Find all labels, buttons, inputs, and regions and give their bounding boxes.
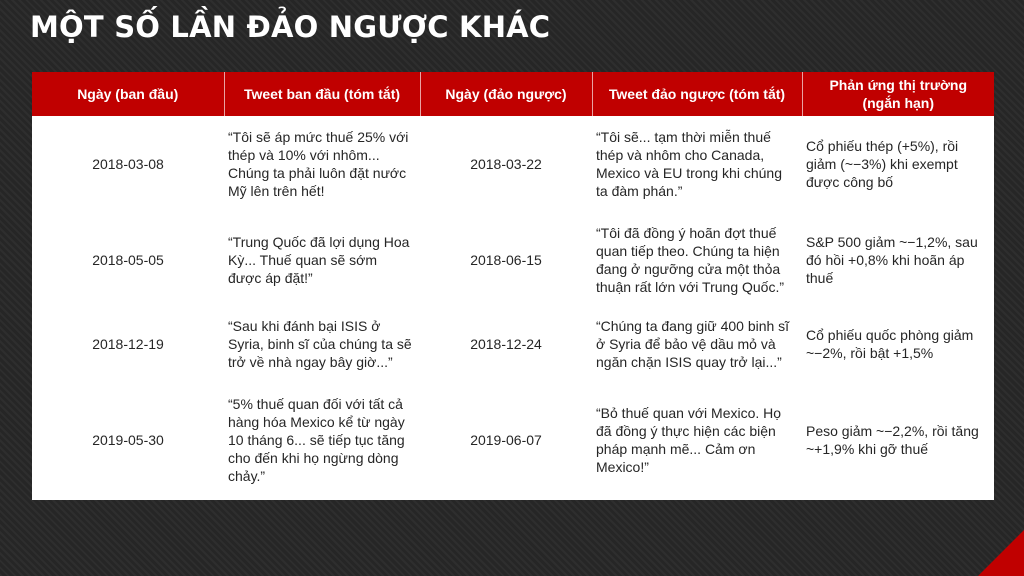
- cell-tweet-reversal: “Tôi sẽ... tạm thời miễn thuế thép và nhôm cho Canada, Mexico và EU trong khi chúng ta đàm phán.”: [596, 129, 782, 199]
- cell-tweet-original: “Trung Quốc đã lợi dụng Hoa Kỳ... Thuế quan sẽ sớm được áp đặt!”: [228, 234, 410, 286]
- cell-market-reaction: S&P 500 giảm ~−1,2%, sau đó hồi +0,8% khi hoãn áp thuế: [806, 234, 978, 286]
- cell-tweet-reversal: “Chúng ta đang giữ 400 binh sĩ ở Syria để bảo vệ dầu mỏ và ngăn chặn ISIS quay trở lại...”: [596, 318, 790, 370]
- cell-date-original: 2018-12-19: [92, 336, 164, 352]
- cell-market-reaction: Cổ phiếu quốc phòng giảm ~−2%, rồi bật +1,5%: [806, 327, 974, 361]
- cell-date-original: 2019-05-30: [92, 432, 164, 448]
- cell-tweet-reversal: “Bỏ thuế quan với Mexico. Họ đã đồng ý thực hiện các biện pháp mạnh mẽ... Cảm ơn Mexico!”: [596, 405, 782, 475]
- header-date-reversal: Ngày (đảo ngược): [420, 72, 592, 116]
- cell-tweet-original: “Sau khi đánh bại ISIS ở Syria, binh sĩ của chúng ta sẽ trở về nhà ngay bây giờ...”: [228, 318, 412, 370]
- reversals-table-container: [32, 72, 994, 500]
- table-row: [32, 212, 994, 308]
- corner-accent-triangle: [978, 530, 1024, 576]
- cell-date-reversal: 2018-06-15: [470, 252, 542, 268]
- cell-market-reaction: Cổ phiếu thép (+5%), rồi giảm (~−3%) khi exempt được công bố: [806, 138, 959, 190]
- cell-date-reversal: 2019-06-07: [470, 432, 542, 448]
- header-tweet-reversal: Tweet đảo ngược (tóm tắt): [592, 72, 802, 116]
- reversals-table: [32, 72, 994, 500]
- table-row: [32, 380, 994, 500]
- cell-date-original: 2018-03-08: [92, 156, 164, 172]
- cell-tweet-reversal: “Tôi đã đồng ý hoãn đợt thuế quan tiếp theo. Chúng ta hiện đang ở ngưỡng cửa một thỏa thuận rất lớn với Trung Quốc.”: [596, 225, 785, 295]
- cell-tweet-original: “5% thuế quan đối với tất cả hàng hóa Mexico kể từ ngày 10 tháng 6... sẽ tiếp tục tăng cho đến khi họ ngừng dòng chảy.”: [228, 396, 405, 484]
- header-tweet-original: Tweet ban đầu (tóm tắt): [224, 72, 420, 116]
- cell-date-original: 2018-05-05: [92, 252, 164, 268]
- cell-date-reversal: 2018-03-22: [470, 156, 542, 172]
- header-date-original: Ngày (ban đầu): [32, 72, 224, 116]
- cell-market-reaction: Peso giảm ~−2,2%, rồi tăng ~+1,9% khi gỡ thuế: [806, 423, 979, 457]
- table-row: [32, 308, 994, 380]
- header-market-reaction: Phản ứng thị trường (ngắn hạn): [802, 72, 994, 116]
- table-header-row: [32, 72, 994, 116]
- cell-tweet-original: “Tôi sẽ áp mức thuế 25% với thép và 10% với nhôm... Chúng ta phải luôn đặt nước Mỹ lên trên hết!: [228, 129, 409, 199]
- table-row: [32, 116, 994, 212]
- slide-title: MỘT SỐ LẦN ĐẢO NGƯỢC KHÁC: [30, 10, 551, 44]
- cell-date-reversal: 2018-12-24: [470, 336, 542, 352]
